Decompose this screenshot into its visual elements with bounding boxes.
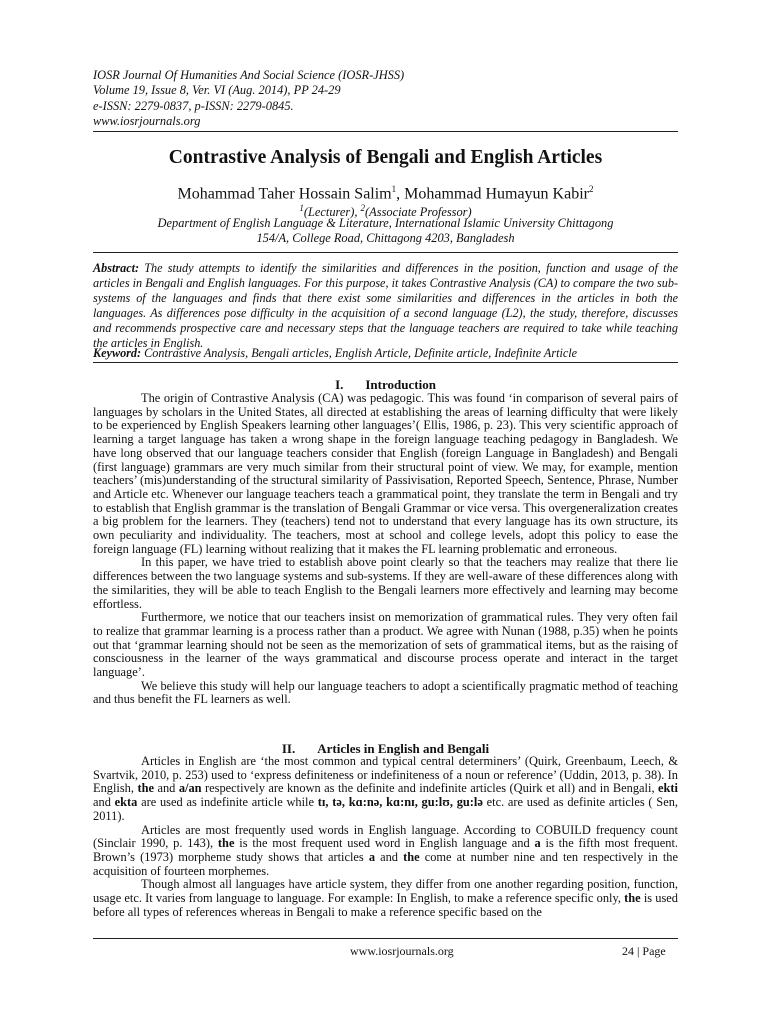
term-the: the xyxy=(217,836,235,851)
journal-name: IOSR Journal Of Humanities And Social Science (IOSR-JHSS) xyxy=(93,68,405,82)
term-the: the xyxy=(137,781,154,796)
author-1-sup: 1 xyxy=(391,184,397,194)
paragraph: Furthermore, we notice that our teachers insist on memorization of grammatical rules. They very often fail to realize that grammar learning is a process rather than a product. We agree with Nunan (1988, p.35) when he points out that ‘grammar learning should not be seen as the memorization of sets of grammatical items, but as the raising of consciousness in the learner of the ways grammatical and discourse process operate and interact in the target language’. xyxy=(93,610,678,680)
section-heading-introduction xyxy=(93,377,678,392)
articles-body xyxy=(93,755,678,919)
section-number: II. xyxy=(281,741,296,756)
affiliation-line-2: 154/A, College Road, Chittagong 4203, Bangladesh xyxy=(256,231,515,246)
role-1: (Lecturer), xyxy=(303,205,361,220)
text-run: and xyxy=(153,781,179,796)
text-run: is used before all types of references whereas in Bengali to make a reference specific based on the xyxy=(93,891,678,919)
introduction-body xyxy=(93,392,678,707)
text-run: and xyxy=(93,795,115,810)
text-run: Articles in English are ‘the most common and typical central determiners’ (Quirk, Greenbaum, Leech, & Svartvik, 2010, p. 253) used to ‘express definiteness or indefiniteness of a noun or reference’ (Uddin, 2013, p. 38). In English, xyxy=(93,754,678,796)
term-ekta: ekta xyxy=(114,795,138,810)
keywords-text: Contrastive Analysis, Bengali articles, English Article, Definite article, Indefinite Article xyxy=(141,346,578,360)
abstract-label: Abstract: xyxy=(93,261,140,275)
term-ekti: ekti xyxy=(658,781,678,796)
text-run: and xyxy=(375,849,404,864)
journal-issn: e-ISSN: 2279-0837, p-ISSN: 2279-0845. xyxy=(93,98,294,113)
page-number: 24 | Page xyxy=(622,944,666,958)
text-run: respectively are known as the definite and indefinite articles (Quirk et all) and in Bengali, xyxy=(201,781,659,796)
section-title: Articles in English and Bengali xyxy=(317,741,490,756)
footer-rule xyxy=(93,938,678,939)
keywords-bottom-rule xyxy=(93,362,678,363)
term-the: the xyxy=(624,891,641,906)
text-run: come at number nine and ten respectively in the acquisition of fourteen morphemes. xyxy=(93,849,678,878)
text-run: is the fifth most frequent. Brown’s (1973) morpheme study shows that articles xyxy=(93,836,678,864)
paragraph: We believe this study will help our language teachers to adopt a scientifically pragmatic method of teaching and thus benefit the FL learners as well. xyxy=(93,678,678,707)
text-run: is the most frequent used word in English language and xyxy=(234,836,535,851)
keywords xyxy=(93,346,693,361)
paragraph xyxy=(93,755,678,824)
author-2-sup: 2 xyxy=(588,184,594,194)
keywords-label: Keyword: xyxy=(93,346,142,360)
affiliation-line-1: Department of English Language & Literature, International Islamic University Chittagong xyxy=(157,216,614,230)
header-rule xyxy=(93,131,678,132)
text-run: etc. are used as definite articles ( Sen, 2011). xyxy=(93,795,678,823)
role-2: (Associate Professor) xyxy=(365,205,472,220)
section-title: Introduction xyxy=(365,377,436,392)
term-a-an: a/an xyxy=(178,781,202,796)
section-number: I. xyxy=(335,377,344,392)
abstract-top-rule xyxy=(93,252,678,253)
author-2: Mohammad Humayun Kabir xyxy=(404,185,589,203)
paragraph: In this paper, we have tried to establish above point clearly so that the teachers may realize that there lie differences between the two language systems and sub-systems. If they are well-aware of these differences along with the similarities, they will be able to teach English to the Bengali learners more effectively and learning may become effortless. xyxy=(93,555,678,611)
term-definite-list: tɪ, tə, kɑ:nə, kɑ:nɪ, gu:lʊ, gu:lə xyxy=(317,795,483,810)
journal-volume: Volume 19, Issue 8, Ver. VI (Aug. 2014), PP 24-29 xyxy=(93,83,341,98)
text-run: Articles are most frequently used words in English language. According to COBUILD frequency count (Sinclair 1990, p. 143), xyxy=(93,822,678,851)
text-run: are used as indefinite article while xyxy=(137,795,318,810)
affiliation xyxy=(93,216,678,247)
text-run: Though almost all languages have article system, they differ from one another regarding position, function, usage etc. It varies from language to language. For example: In English, to make a reference specific only, xyxy=(93,877,678,906)
term-a: a xyxy=(368,849,376,864)
role-2-sup: 2 xyxy=(360,203,366,213)
abstract xyxy=(93,261,678,350)
paragraph xyxy=(93,824,678,879)
footer-url: www.iosrjournals.org xyxy=(350,944,454,958)
term-the: the xyxy=(403,849,420,864)
journal-header xyxy=(93,68,693,130)
paper-title: Contrastive Analysis of Bengali and English Articles xyxy=(168,147,603,168)
journal-url: www.iosrjournals.org xyxy=(93,114,201,129)
author-separator: , xyxy=(396,185,405,203)
term-a: a xyxy=(534,836,541,851)
role-1-sup: 1 xyxy=(299,203,304,213)
author-1: Mohammad Taher Hossain Salim xyxy=(177,185,392,203)
abstract-text: The study attempts to identify the similarities and differences in the position, function and usage of the articles in Bengali and English languages. For this purpose, it takes Contrastive Analysis (CA) to compare the two sub-systems of the languages and finds that there exist some similarities and differences in the articles in both the languages. As differences pose difficulty in the acquisition of a second language (L2), the study, therefore, discusses and recommends prospective care and necessary steps that the language teachers are required to take while teaching the articles in English. xyxy=(93,261,678,350)
paragraph xyxy=(93,878,678,919)
paragraph: The origin of Contrastive Analysis (CA) was pedagogic. This was found ‘in comparison of several pairs of languages by scholars in the United States, all directed at establishing the areas of learning difficulty that were likely to be experienced by English Speakers learning other languages’( Ellis, 1986, p. 23). This very scientific approach of learning a target language has taken a wrong shape in the foreign language teaching pedagogy in Bangladesh. We have long observed that our language teachers consider that English (foreign Language in Bangladesh) and Bengali (first language) grammars are very much similar from their structural point of view. We may, for example, mention teachers’ (mis)understanding of the structural similarity of Passivisation, Reported Speech, Sentence, Phrase, Number and Article etc. Whenever our language teachers teach a grammatical point, they translate the term in Bengali and try to establish that English grammar is the translation of Bengali Grammar or vice versa. This overgeneralization creates a big problem for the learners. They (teachers) tend not to understand that every language has its own structure, its own peculiarity and individuality. The teachers, most at school and college levels, adopt this policy to ease the foreign language (FL) learning without realizing that it makes the FL learning problematic and erroneous. xyxy=(93,391,678,556)
